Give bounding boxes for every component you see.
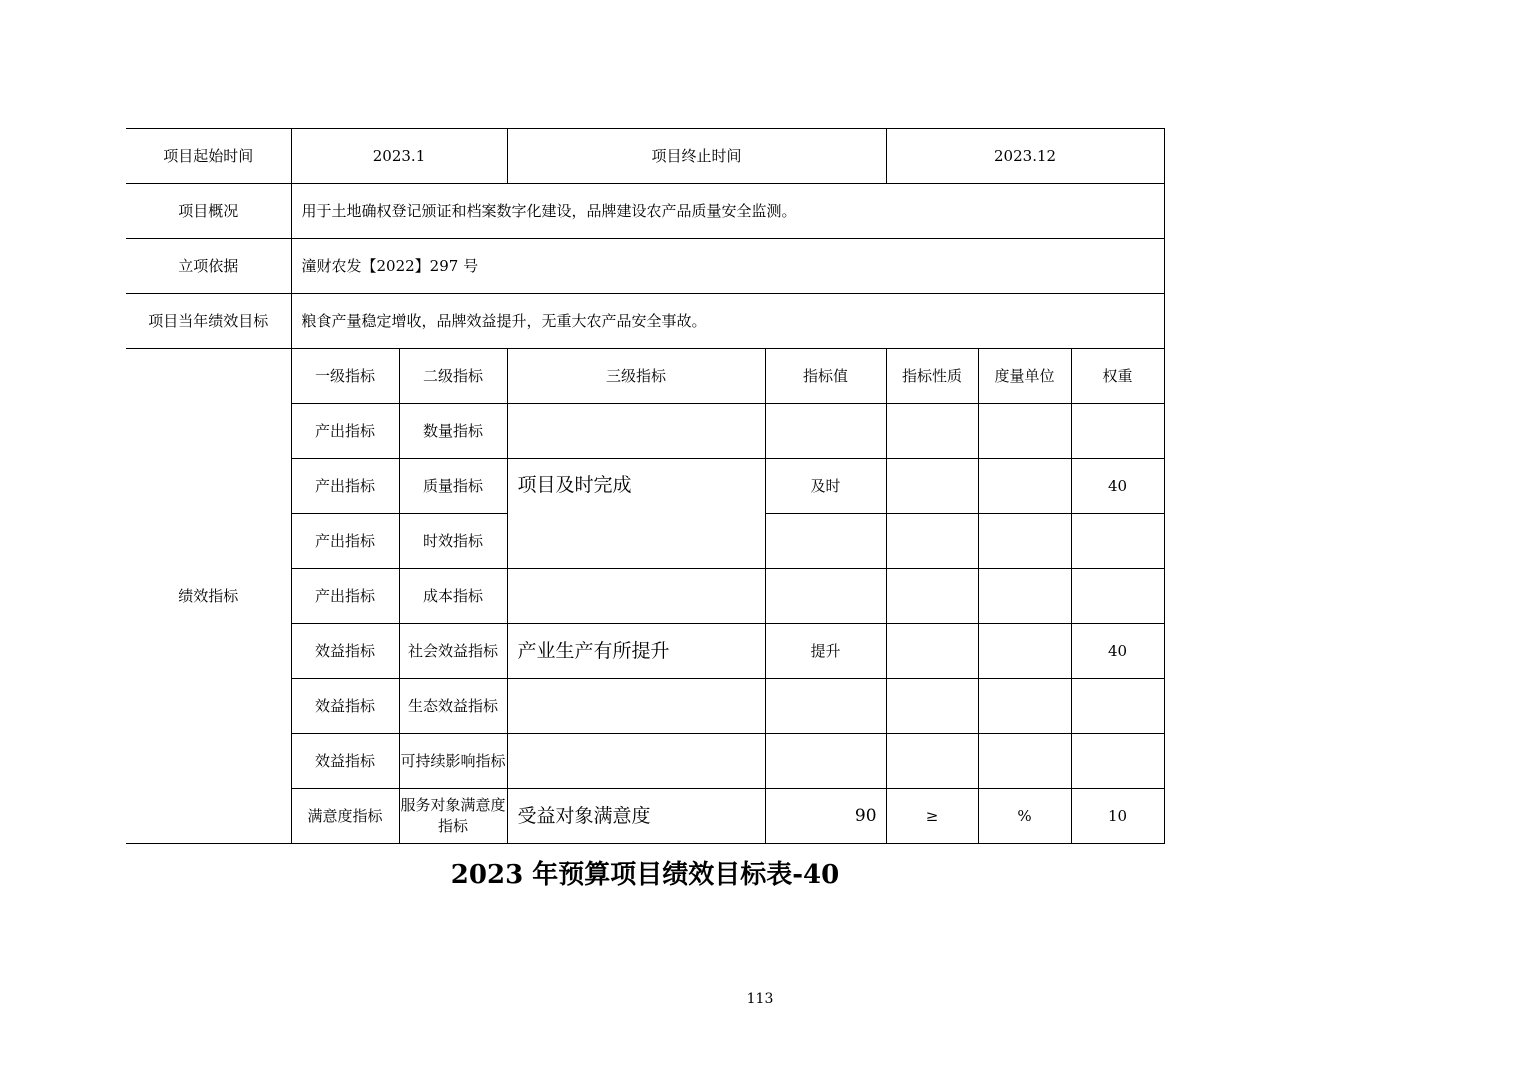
header-level2: 二级指标 [399, 349, 507, 404]
row-level1: 效益指标 [291, 624, 399, 679]
row-level2: 可持续影响指标 [399, 734, 507, 789]
row-level2: 生态效益指标 [399, 679, 507, 734]
goal-value: 粮食产量稳定增收，品牌效益提升，无重大农产品安全事故。 [291, 294, 1164, 349]
row-level2: 社会效益指标 [399, 624, 507, 679]
row-level3 [507, 679, 765, 734]
row-level1: 产出指标 [291, 404, 399, 459]
overview-value: 用于土地确权登记颁证和档案数字化建设，品牌建设农产品质量安全监测。 [291, 184, 1164, 239]
start-time-label: 项目起始时间 [126, 129, 291, 184]
row-level2: 时效指标 [399, 514, 507, 569]
row-nature [886, 624, 978, 679]
row-value [765, 514, 886, 569]
row-level2: 数量指标 [399, 404, 507, 459]
row-nature [886, 569, 978, 624]
row-nature [886, 734, 978, 789]
row-unit [978, 734, 1071, 789]
row-nature: ≥ [886, 789, 978, 844]
row-level3: 受益对象满意度 [507, 789, 765, 844]
row-value [765, 679, 886, 734]
row-weight: 40 [1071, 624, 1164, 679]
row-level1: 满意度指标 [291, 789, 399, 844]
row-level1: 产出指标 [291, 569, 399, 624]
row-unit [978, 624, 1071, 679]
row-level1: 产出指标 [291, 459, 399, 514]
end-time-value: 2023.12 [886, 129, 1164, 184]
row-value [765, 404, 886, 459]
overview-row [126, 184, 1164, 239]
header-level1: 一级指标 [291, 349, 399, 404]
row-value [765, 569, 886, 624]
goal-label: 项目当年绩效目标 [126, 294, 291, 349]
row-unit [978, 569, 1071, 624]
page-number: 113 [746, 991, 774, 1007]
row-level1: 效益指标 [291, 679, 399, 734]
row-nature [886, 514, 978, 569]
performance-table [126, 128, 1165, 844]
end-time-label: 项目终止时间 [507, 129, 886, 184]
row-value: 90 [765, 789, 886, 844]
row-weight [1071, 679, 1164, 734]
row-level3 [507, 569, 765, 624]
row-unit [978, 514, 1071, 569]
row-weight: 10 [1071, 789, 1164, 844]
header-nature: 指标性质 [886, 349, 978, 404]
goal-row [126, 294, 1164, 349]
row-level3: 产业生产有所提升 [507, 624, 765, 679]
header-level3: 三级指标 [507, 349, 765, 404]
header-weight: 权重 [1071, 349, 1164, 404]
row-value [765, 734, 886, 789]
row-level2: 服务对象满意度指标 [399, 789, 507, 844]
row-level3 [507, 734, 765, 789]
row-level3: 项目及时完成 [507, 459, 765, 569]
row-level1: 效益指标 [291, 734, 399, 789]
row-unit [978, 679, 1071, 734]
row-nature [886, 679, 978, 734]
row-weight [1071, 569, 1164, 624]
start-time-value: 2023.1 [291, 129, 507, 184]
row-weight [1071, 734, 1164, 789]
row-nature [886, 404, 978, 459]
indicators-section-label: 绩效指标 [126, 349, 291, 844]
row-level2: 成本指标 [399, 569, 507, 624]
page-title: 2023 年预算项目绩效目标表-40 [450, 860, 840, 890]
overview-label: 项目概况 [126, 184, 291, 239]
row-level2: 质量指标 [399, 459, 507, 514]
row-value: 提升 [765, 624, 886, 679]
header-value: 指标值 [765, 349, 886, 404]
basis-label: 立项依据 [126, 239, 291, 294]
row-weight [1071, 514, 1164, 569]
row-level1: 产出指标 [291, 514, 399, 569]
row-unit [978, 404, 1071, 459]
basis-row [126, 239, 1164, 294]
row-weight [1071, 404, 1164, 459]
header-unit: 度量单位 [978, 349, 1071, 404]
row-nature [886, 459, 978, 514]
basis-value: 潼财农发【2022】297 号 [291, 239, 1164, 294]
row-unit: % [978, 789, 1071, 844]
row-weight: 40 [1071, 459, 1164, 514]
row-level3 [507, 404, 765, 459]
row-value: 及时 [765, 459, 886, 514]
indicator-header-row [126, 349, 1164, 404]
row-unit [978, 459, 1071, 514]
start-end-row [126, 129, 1164, 184]
